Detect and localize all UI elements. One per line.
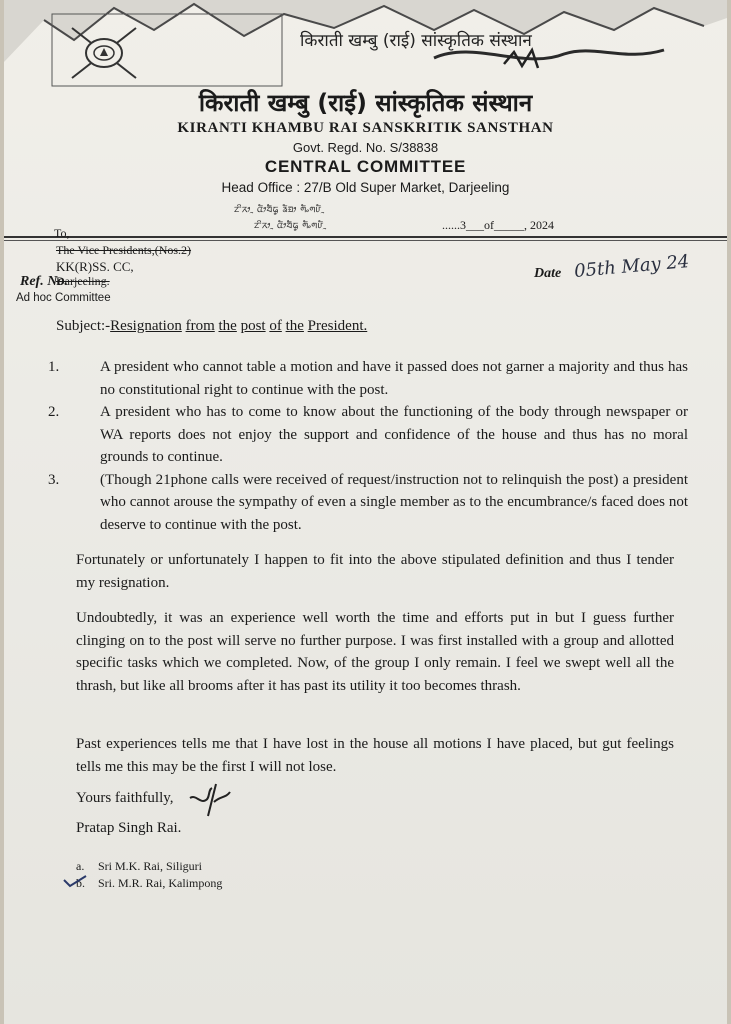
- addressee-line-1: The Vice Presidents,(Nos.2): [56, 243, 192, 257]
- english-title: KIRANTI KHAMBU RAI SANSKRITIK SANSTHAN: [177, 120, 554, 136]
- subject-word: President.: [307, 318, 368, 334]
- point-item: [28, 356, 688, 401]
- subject-prefix: Subject:-: [56, 318, 111, 334]
- letter-page: [4, 0, 727, 1024]
- copy-text: Sri M.K. Rai, Siliguri: [98, 859, 203, 873]
- subject-word: from: [185, 318, 215, 334]
- header-divider: [4, 236, 727, 241]
- date-label: Date: [534, 266, 562, 281]
- point-number: 1.: [48, 359, 60, 375]
- subject-word: Resignation: [110, 318, 182, 334]
- tick-mark-icon: [62, 874, 88, 888]
- point-item: [28, 401, 688, 469]
- emblem-icon: [66, 22, 142, 84]
- copy-list: [76, 858, 222, 892]
- point-item: [28, 469, 688, 537]
- to-label: To,: [54, 226, 70, 240]
- signer-name: Pratap Singh Rai.: [76, 820, 182, 836]
- ref-label: Ref. No.: [20, 274, 68, 289]
- point-number: 2.: [48, 404, 60, 420]
- body-paragraph: Fortunately or unfortunately I happen to fit into the above stipulated definition and thus I tender my resignation.: [76, 552, 674, 591]
- reference-number: ......3___of_____, 2024: [442, 218, 554, 232]
- body-paragraph: Past experiences tells me that I have lost in the house all motions I have placed, but gut feelings tells me this may be the first I will not lose.: [76, 736, 674, 775]
- script-line-1: ᤁᤡᤖᤣᤳ ᤂᤥᤔᤠᤒᤢ ᤕᤠᤀᤣ ᤛᤠᤱᤛᤙᤠᤳ: [234, 202, 325, 215]
- signature-mark: [186, 776, 234, 826]
- subject-word: the: [285, 318, 304, 334]
- registration-number: Govt. Regd. No. S/38838: [292, 140, 439, 155]
- subject-word: post: [240, 318, 266, 334]
- copy-item: [76, 858, 222, 875]
- date-value: 05th May 24: [573, 251, 691, 282]
- subject-word: of: [269, 318, 282, 334]
- addressee-line-3: Darjeeling.: [56, 274, 110, 288]
- script-line-2: ᤁᤡᤖᤣᤳ ᤂᤥᤔᤠᤒᤢ ᤛᤠᤱᤛᤙᤠᤳ: [254, 218, 327, 231]
- point-text: A president who has to come to know about the functioning of the body through newspaper or WA reports does not enjoy the support and confidence of the house and thus has no moral grounds to continue.: [100, 404, 688, 465]
- copy-item: [76, 875, 222, 892]
- closing-salutation: Yours faithfully,: [76, 790, 174, 806]
- copy-mark: b.: [76, 876, 85, 890]
- addressee-line-2: KK(R)SS. CC,: [56, 259, 134, 274]
- point-text: (Though 21phone calls were received of request/instruction not to relinquish the post) a president who cannot arouse the sympathy of even a single member as to the encumbrance/s faced does not deserve to continue with the post.: [100, 471, 688, 533]
- copy-text: Sri. M.R. Rai, Kalimpong: [98, 876, 223, 890]
- subject-word: the: [218, 318, 237, 334]
- point-number: 3.: [48, 471, 60, 488]
- copy-mark: a.: [76, 859, 85, 873]
- head-office-address: Head Office : 27/B Old Super Market, Darjeeling: [221, 180, 510, 195]
- point-text: A president who cannot table a motion and have it passed does not garner a majority and thus has no constitutional right to continue with the post.: [100, 359, 688, 398]
- subject-line: [56, 318, 367, 335]
- banner-hindi-text: किराती खम्बु (राई) सांस्कृतिक संस्थान: [300, 31, 532, 51]
- numbered-points: [28, 356, 688, 536]
- committee-title: CENTRAL COMMITTEE: [264, 157, 467, 176]
- ad-hoc-committee-note: Ad hoc Committee: [16, 292, 111, 304]
- hindi-title: किराती खम्बु (राई) सांस्कृतिक संस्थान: [198, 89, 533, 117]
- body-paragraph: Undoubtedly, it was an experience well worth the time and efforts put in but I guess further clinging on to the post will serve no further purpose. I was first installed with a group and allotted specific tasks which we completed. Now, of the group I only remain. I feel we swept well all the thrash, but like all brooms after it has past its utility it too becomes thrash.: [76, 610, 674, 694]
